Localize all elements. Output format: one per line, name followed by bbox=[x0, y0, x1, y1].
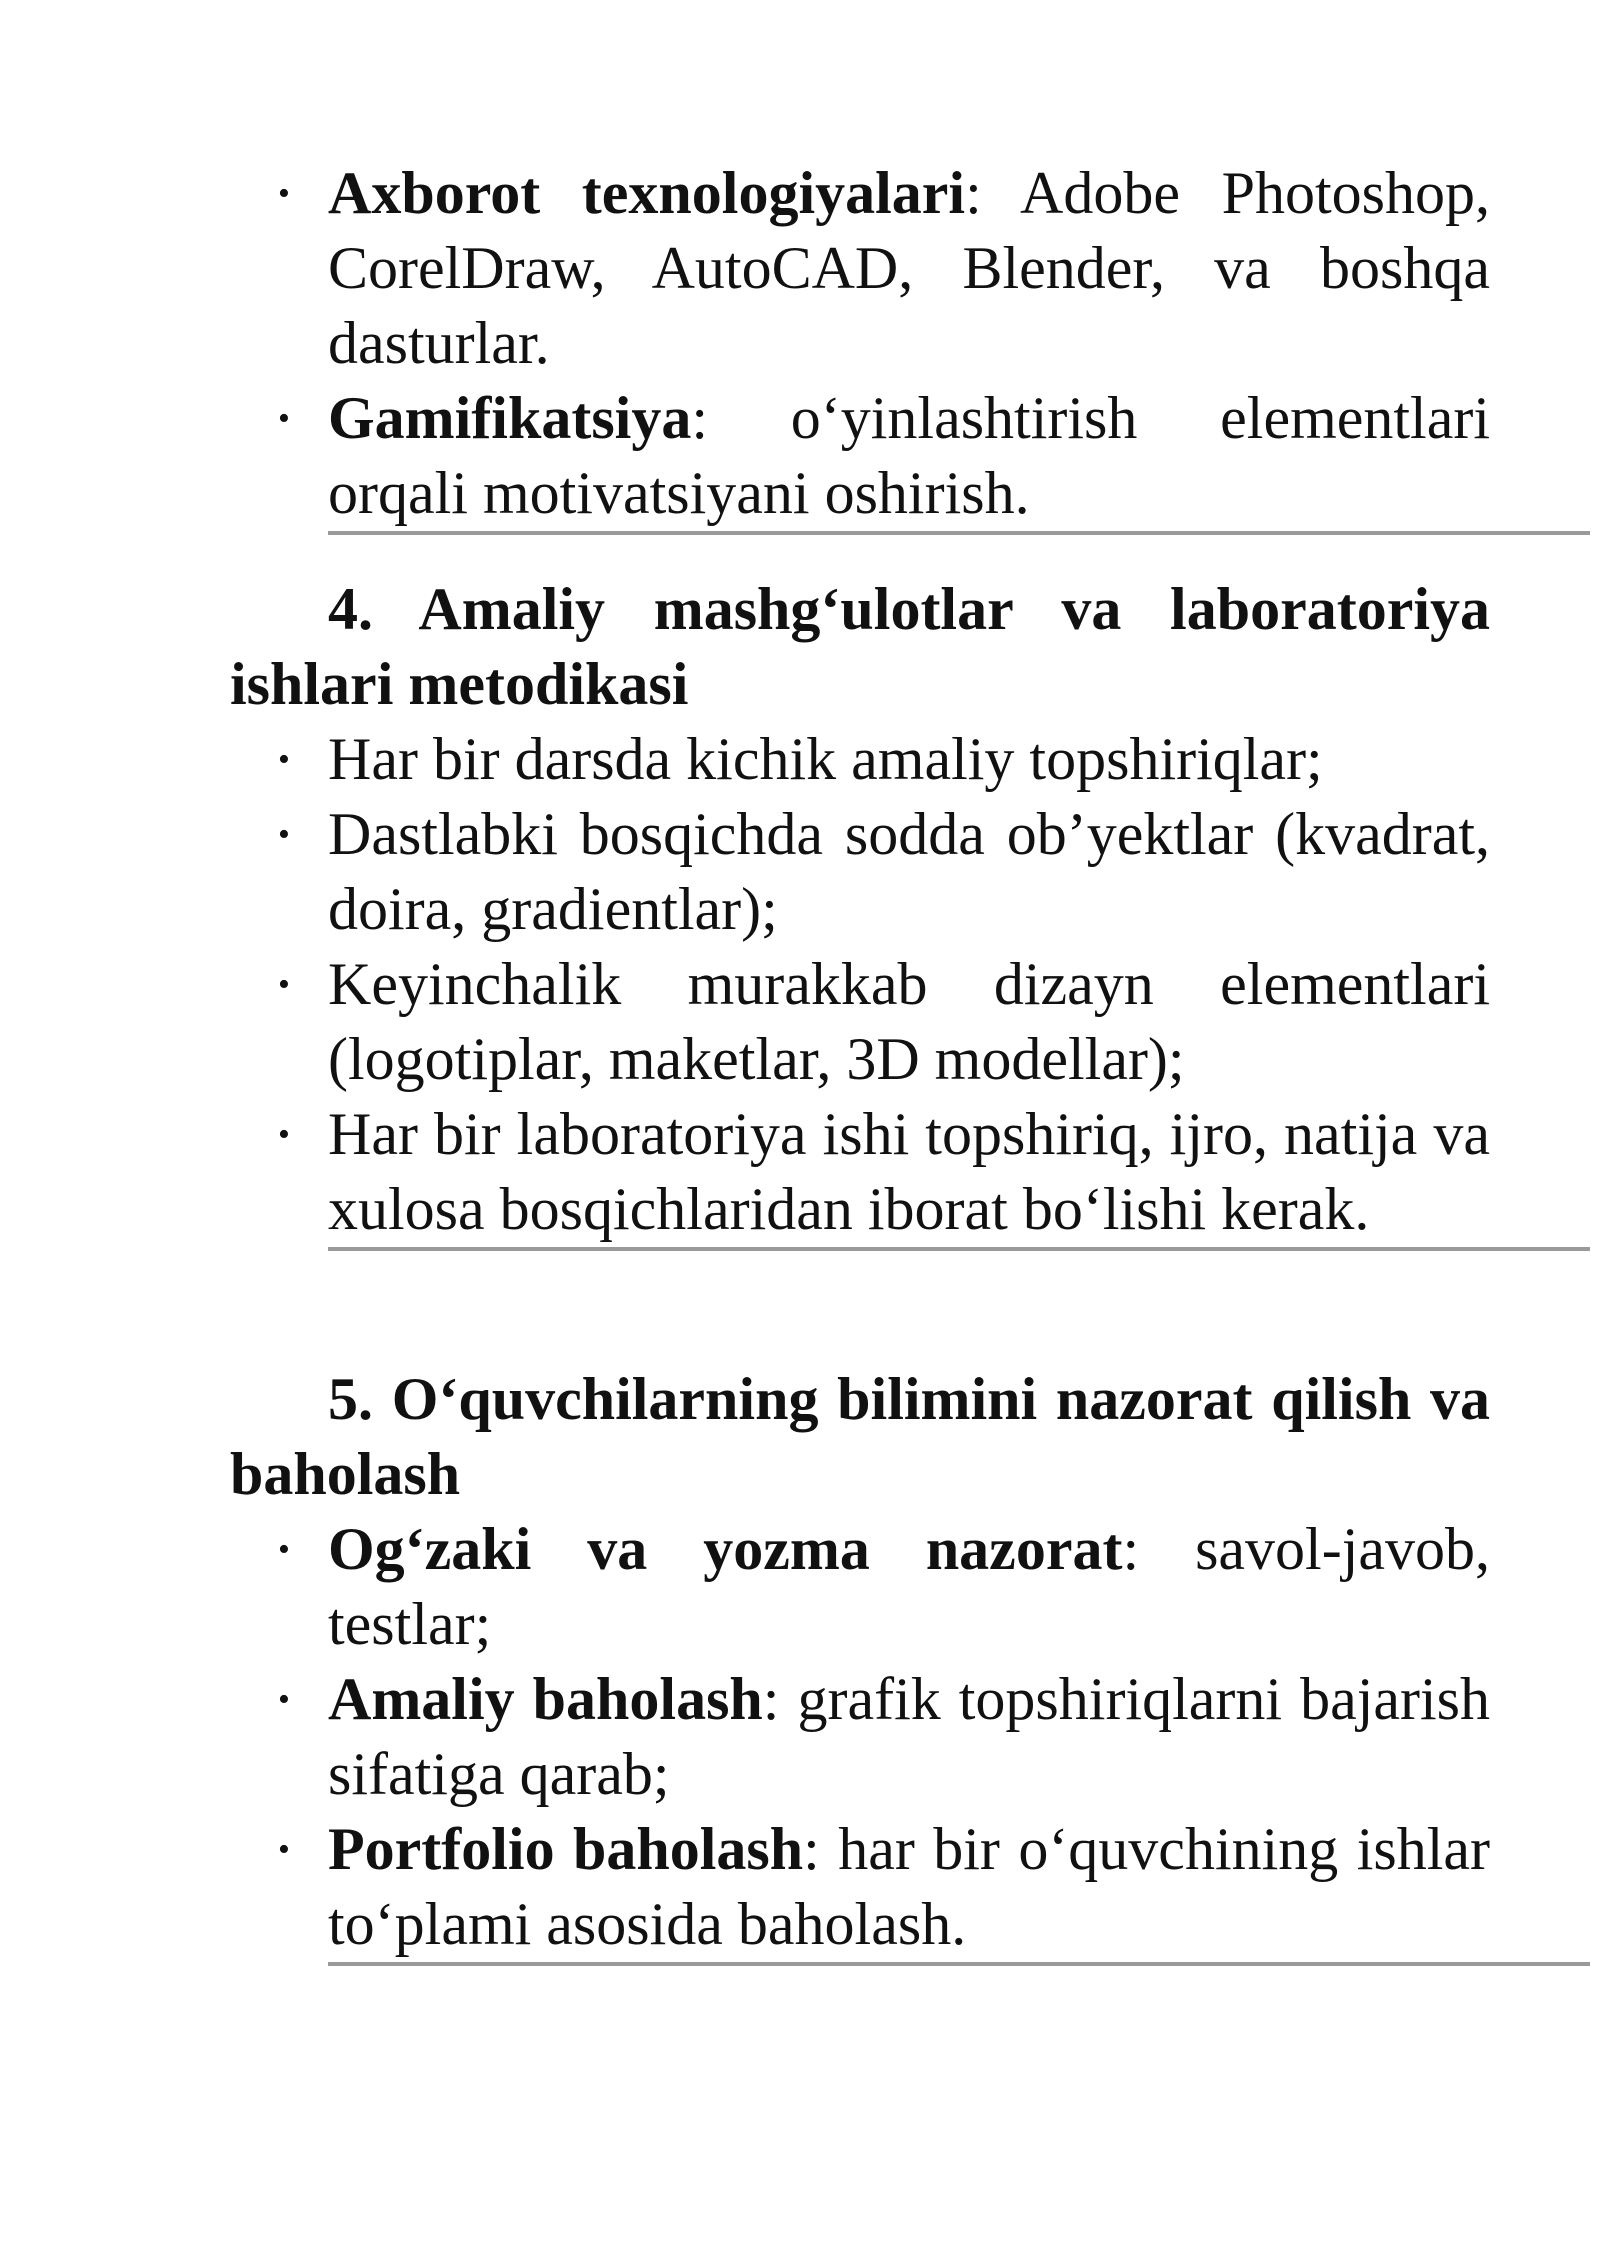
list-item bbox=[0, 722, 1600, 797]
bullet-icon: • bbox=[278, 1116, 290, 1153]
list-item bbox=[0, 156, 1600, 381]
bullet-icon: • bbox=[278, 400, 290, 437]
list-item-text: savol-javob, testlar; bbox=[328, 1516, 1491, 1657]
list-item-text: grafik topshiriqlarni bajarish sifatiga qarab; bbox=[328, 1666, 1490, 1807]
list-item bbox=[0, 947, 1600, 1097]
section-divider bbox=[328, 531, 1590, 535]
list-item-text: Adobe Photoshop, CorelDraw, AutoCAD, Blender, va boshqa dasturlar. bbox=[328, 160, 1490, 376]
list-item-separator: : bbox=[691, 385, 709, 451]
section-5-list bbox=[0, 1512, 1600, 1962]
section-5 bbox=[0, 1362, 1600, 1966]
list-item-term: Gamifikatsiya bbox=[328, 385, 692, 451]
list-item bbox=[0, 1512, 1600, 1662]
section-3-list bbox=[0, 156, 1600, 531]
list-item-term: Axborot texnologiyalari bbox=[328, 160, 966, 226]
list-item-separator: : bbox=[965, 160, 982, 226]
list-item-text: Keyinchalik murakkab dizayn elementlari (logotiplar, maketlar, 3D modellar); bbox=[328, 951, 1490, 1092]
list-item bbox=[0, 381, 1600, 531]
list-item-term: Og‘zaki va yozma nazorat bbox=[328, 1516, 1123, 1582]
bullet-icon: • bbox=[278, 816, 290, 853]
bullet-icon: • bbox=[278, 1831, 290, 1868]
list-item-term: Portfolio baholash bbox=[328, 1816, 804, 1882]
list-item bbox=[0, 797, 1600, 947]
bullet-icon: • bbox=[278, 175, 290, 212]
section-heading: 4. Amaliy mashg‘ulotlar va laboratoriya ishlari metodikasi bbox=[230, 576, 1490, 717]
list-item-separator: : bbox=[803, 1816, 820, 1882]
section-4-list bbox=[0, 722, 1600, 1247]
list-item-separator: : bbox=[1122, 1516, 1140, 1582]
bullet-icon: • bbox=[278, 966, 290, 1003]
section-3-list-block bbox=[0, 156, 1600, 535]
bullet-icon: • bbox=[278, 1681, 290, 1718]
list-item bbox=[0, 1097, 1600, 1247]
list-item-term: Amaliy baholash bbox=[328, 1666, 763, 1732]
list-item-text: o‘yinlashtirish elementlari orqali motivatsiyani oshirish. bbox=[328, 385, 1490, 526]
section-divider bbox=[328, 1962, 1590, 1966]
section-divider bbox=[328, 1247, 1590, 1251]
list-item-separator: : bbox=[762, 1666, 780, 1732]
section-heading: 5. O‘quvchilarning bilimini nazorat qilish va baholash bbox=[230, 1366, 1490, 1507]
list-item-text: Dastlabki bosqichda sodda ob’yektlar (kvadrat, doira, gradientlar); bbox=[328, 801, 1490, 942]
list-item-text: har bir o‘quvchining ishlar to‘plami asosida baholash. bbox=[328, 1816, 1491, 1957]
list-item bbox=[0, 1662, 1600, 1812]
section-4 bbox=[0, 572, 1600, 1251]
list-item bbox=[0, 1812, 1600, 1962]
list-item-text: Har bir darsda kichik amaliy topshiriqlar; bbox=[328, 726, 1323, 792]
bullet-icon: • bbox=[278, 741, 290, 778]
bullet-icon: • bbox=[278, 1531, 290, 1568]
list-item-text: Har bir laboratoriya ishi topshiriq, ijro, natija va xulosa bosqichlaridan iborat bo‘lishi kerak. bbox=[328, 1101, 1490, 1242]
